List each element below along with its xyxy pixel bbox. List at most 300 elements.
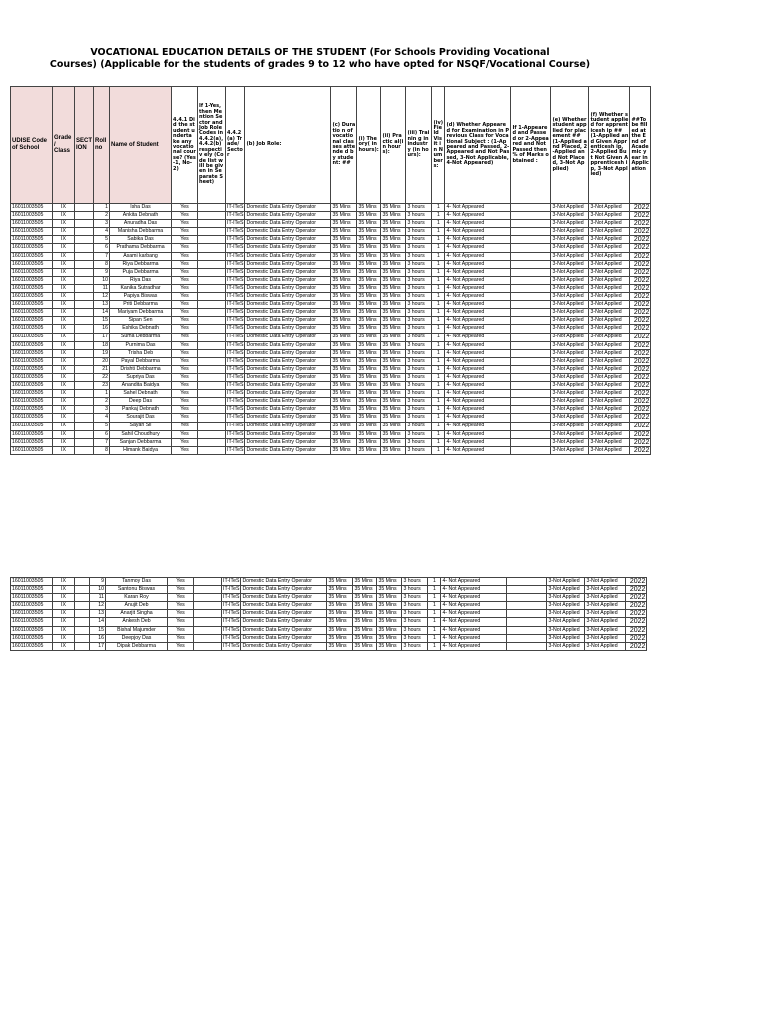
cell-exam: 4- Not Appeared: [441, 618, 507, 626]
cell-training: 3 hours: [406, 414, 432, 422]
cell-marks: [511, 414, 551, 422]
cell-placement: 3-Not Applied: [551, 212, 589, 220]
cell-grade: IX: [53, 594, 75, 602]
cell-name: Sipan Sen: [110, 317, 172, 325]
cell-training: 3 hours: [406, 422, 432, 430]
cell-practical: 35 Mins: [381, 236, 406, 244]
cell-sector-codes: [198, 284, 226, 292]
cell-grade: IX: [53, 276, 75, 284]
cell-duration: 35 Mins: [331, 301, 357, 309]
cell-marks: [511, 276, 551, 284]
cell-theory: 35 Mins: [353, 602, 377, 610]
cell-sector-codes: [198, 357, 226, 365]
cell-theory: 35 Mins: [357, 228, 381, 236]
cell-theory: 35 Mins: [357, 252, 381, 260]
table-row: [11, 438, 651, 446]
cell-grade: IX: [53, 414, 75, 422]
cell-grade: IX: [53, 610, 75, 618]
cell-section: [75, 398, 94, 406]
cell-marks: [511, 293, 551, 301]
cell-apprenticeship: 3-Not Applied: [589, 382, 630, 390]
cell-roll: 14: [90, 618, 106, 626]
cell-name: Sahil Choudhury: [110, 430, 172, 438]
cell-vocational-course: Yes: [172, 268, 198, 276]
cell-training: 3 hours: [406, 212, 432, 220]
cell-marks: [511, 236, 551, 244]
cell-section: [75, 252, 94, 260]
header-exam: (d) Whether Appeared for Examination in Previous Class for Vocational Subject : (1-Appeared and Passed, 2-Appeared and Not Passed, 3-Not Applicable, 4-Not Appeared): [445, 87, 511, 204]
title-line-1: VOCATIONAL EDUCATION DETAILS OF THE STUDENT (For Schools Providing Vocational: [90, 47, 550, 58]
table-row: [11, 204, 651, 212]
cell-theory: 35 Mins: [357, 430, 381, 438]
cell-field-visit: 1: [432, 204, 445, 212]
cell-grade: IX: [53, 642, 75, 650]
cell-theory: 35 Mins: [357, 382, 381, 390]
cell-duration: 35 Mins: [327, 618, 353, 626]
cell-apprenticeship: 3-Not Applied: [589, 446, 630, 454]
cell-trade-sector: IT-ITeS: [227, 228, 244, 235]
cell-placement: 3-Not Applied: [551, 204, 589, 212]
cell-job-role: Domestic Data Entry Operator: [245, 220, 331, 228]
cell-udise: 16011003505: [11, 260, 53, 268]
cell-sector-codes: [198, 301, 226, 309]
cell-udise: 16011003505: [11, 301, 53, 309]
header-grade: Grade / Class: [53, 87, 75, 204]
cell-roll: 18: [94, 341, 110, 349]
cell-apprenticeship: 3-Not Applied: [589, 252, 630, 260]
cell-trade-sector: IT-ITeS: [227, 309, 244, 316]
cell-training: 3 hours: [406, 228, 432, 236]
cell-year: 2022: [630, 220, 651, 228]
cell-practical: 35 Mins: [377, 602, 402, 610]
cell-theory: 35 Mins: [357, 204, 381, 212]
cell-sector-codes: [198, 414, 226, 422]
cell-year: 2022: [630, 390, 651, 398]
cell-name: Anuradha Das: [110, 220, 172, 228]
cell-practical: 35 Mins: [381, 301, 406, 309]
cell-practical: 35 Mins: [381, 293, 406, 301]
cell-field-visit: 1: [432, 268, 445, 276]
cell-marks: [511, 341, 551, 349]
cell-roll: 5: [94, 422, 110, 430]
cell-roll: 10: [90, 586, 106, 594]
table-row: [11, 325, 651, 333]
cell-vocational-course: Yes: [172, 325, 198, 333]
cell-grade: IX: [53, 634, 75, 642]
table-row: [11, 220, 651, 228]
cell-marks: [511, 228, 551, 236]
cell-exam: 4- Not Appeared: [445, 309, 511, 317]
cell-section: [75, 341, 94, 349]
cell-year: 2022: [626, 634, 647, 642]
cell-practical: 35 Mins: [381, 268, 406, 276]
cell-field-visit: 1: [432, 333, 445, 341]
cell-name: Payal Debbarma: [110, 357, 172, 365]
cell-placement: 3-Not Applied: [547, 618, 585, 626]
cell-sector-codes: [198, 430, 226, 438]
cell-apprenticeship: 3-Not Applied: [589, 236, 630, 244]
table-row: [11, 618, 647, 626]
cell-exam: 4- Not Appeared: [445, 212, 511, 220]
cell-section: [75, 373, 94, 381]
cell-practical: 35 Mins: [381, 260, 406, 268]
cell-job-role: Domestic Data Entry Operator: [245, 390, 331, 398]
cell-udise: 16011003505: [11, 204, 53, 212]
cell-exam: 4- Not Appeared: [445, 382, 511, 390]
cell-theory: 35 Mins: [353, 634, 377, 642]
cell-udise: 16011003505: [11, 586, 53, 594]
cell-exam: 4- Not Appeared: [445, 357, 511, 365]
cell-field-visit: 1: [428, 602, 441, 610]
header-udise: UDISE Code of School: [11, 87, 53, 204]
cell-apprenticeship: 3-Not Applied: [589, 333, 630, 341]
cell-duration: 35 Mins: [331, 365, 357, 373]
cell-sector-codes: [198, 204, 226, 212]
cell-udise: 16011003505: [11, 414, 53, 422]
cell-vocational-course: Yes: [172, 204, 198, 212]
cell-sector-codes: [194, 578, 222, 586]
cell-grade: IX: [53, 578, 75, 586]
cell-name: Ankita Debnath: [110, 212, 172, 220]
cell-training: 3 hours: [402, 602, 428, 610]
cell-vocational-course: Yes: [172, 373, 198, 381]
cell-field-visit: 1: [432, 228, 445, 236]
cell-duration: 35 Mins: [327, 626, 353, 634]
cell-grade: IX: [53, 349, 75, 357]
cell-section: [75, 204, 94, 212]
table-row: [11, 382, 651, 390]
cell-trade-sector: IT-ITeS: [227, 365, 244, 372]
cell-theory: 35 Mins: [357, 317, 381, 325]
cell-vocational-course: Yes: [168, 626, 194, 634]
cell-name: Anujit Deb: [106, 602, 168, 610]
table-row: [11, 398, 651, 406]
cell-job-role: Domestic Data Entry Operator: [241, 602, 327, 610]
cell-vocational-course: Yes: [172, 406, 198, 414]
table-row: [11, 349, 651, 357]
cell-section: [75, 325, 94, 333]
cell-trade-sector: IT-ITeS: [227, 341, 244, 348]
cell-training: 3 hours: [402, 610, 428, 618]
header-trade-sector: 4.4.2 (a) Trade/ Sector: [226, 87, 245, 204]
cell-section: [75, 594, 90, 602]
cell-roll: 20: [94, 357, 110, 365]
cell-placement: 3-Not Applied: [547, 610, 585, 618]
cell-training: 3 hours: [406, 398, 432, 406]
cell-theory: 35 Mins: [357, 438, 381, 446]
cell-exam: 4- Not Appeared: [441, 626, 507, 634]
cell-vocational-course: Yes: [172, 382, 198, 390]
cell-marks: [507, 594, 547, 602]
table-row: [11, 260, 651, 268]
cell-grade: IX: [53, 373, 75, 381]
cell-theory: 35 Mins: [353, 586, 377, 594]
cell-name: Papiya Biswas: [110, 293, 172, 301]
cell-name: Sayan Sil: [110, 422, 172, 430]
cell-grade: IX: [53, 398, 75, 406]
cell-marks: [511, 204, 551, 212]
cell-roll: 8: [94, 446, 110, 454]
cell-section: [75, 244, 94, 252]
cell-sector-codes: [198, 422, 226, 430]
student-table-page-2: [10, 577, 647, 651]
cell-udise: 16011003505: [11, 276, 53, 284]
cell-exam: 4- Not Appeared: [445, 365, 511, 373]
cell-grade: IX: [53, 301, 75, 309]
cell-training: 3 hours: [406, 244, 432, 252]
cell-year: 2022: [630, 333, 651, 341]
cell-trade-sector: IT-ITeS: [227, 244, 244, 251]
cell-trade-sector: IT-ITeS: [223, 618, 240, 625]
cell-section: [75, 301, 94, 309]
cell-name: Kanika Sutradhar: [110, 284, 172, 292]
cell-vocational-course: Yes: [168, 578, 194, 586]
cell-apprenticeship: 3-Not Applied: [585, 626, 626, 634]
header-practical: (ii) Practic al(in hours):: [381, 87, 406, 204]
cell-section: [75, 293, 94, 301]
cell-practical: 35 Mins: [377, 634, 402, 642]
cell-year: 2022: [626, 642, 647, 650]
cell-job-role: Domestic Data Entry Operator: [245, 373, 331, 381]
cell-theory: 35 Mins: [357, 390, 381, 398]
cell-training: 3 hours: [406, 390, 432, 398]
cell-sector-codes: [198, 341, 226, 349]
cell-theory: 35 Mins: [357, 414, 381, 422]
cell-apprenticeship: 3-Not Applied: [589, 373, 630, 381]
cell-job-role: Domestic Data Entry Operator: [245, 406, 331, 414]
cell-section: [75, 446, 94, 454]
cell-roll: 13: [90, 610, 106, 618]
cell-practical: 35 Mins: [381, 446, 406, 454]
cell-field-visit: 1: [432, 398, 445, 406]
cell-apprenticeship: 3-Not Applied: [585, 634, 626, 642]
cell-practical: 35 Mins: [381, 276, 406, 284]
cell-exam: 4- Not Appeared: [445, 293, 511, 301]
cell-section: [75, 276, 94, 284]
cell-exam: 4- Not Appeared: [445, 284, 511, 292]
cell-placement: 3-Not Applied: [551, 349, 589, 357]
cell-placement: 3-Not Applied: [551, 236, 589, 244]
cell-apprenticeship: 3-Not Applied: [589, 365, 630, 373]
cell-field-visit: 1: [428, 642, 441, 650]
cell-udise: 16011003505: [11, 382, 53, 390]
cell-sector-codes: [198, 398, 226, 406]
cell-practical: 35 Mins: [381, 357, 406, 365]
cell-duration: 35 Mins: [331, 252, 357, 260]
cell-vocational-course: Yes: [172, 220, 198, 228]
cell-name: Puja Debbarma: [110, 268, 172, 276]
table-row: [11, 317, 651, 325]
cell-practical: 35 Mins: [381, 212, 406, 220]
cell-udise: 16011003505: [11, 406, 53, 414]
cell-name: Sanjan Debbarma: [110, 438, 172, 446]
cell-field-visit: 1: [428, 594, 441, 602]
cell-name: Trisha Deb: [110, 349, 172, 357]
cell-trade-sector: IT-ITeS: [227, 406, 244, 413]
table-row: [11, 236, 651, 244]
cell-exam: 4- Not Appeared: [441, 594, 507, 602]
cell-udise: 16011003505: [11, 634, 53, 642]
cell-vocational-course: Yes: [172, 414, 198, 422]
cell-exam: 4- Not Appeared: [441, 586, 507, 594]
cell-sector-codes: [198, 373, 226, 381]
cell-vocational-course: Yes: [172, 252, 198, 260]
cell-trade-sector: IT-ITeS: [223, 602, 240, 609]
cell-training: 3 hours: [406, 309, 432, 317]
cell-exam: 4- Not Appeared: [445, 373, 511, 381]
cell-name: Priti Debbarma: [110, 301, 172, 309]
cell-name: Santonu Biswas: [106, 586, 168, 594]
cell-name: Riya Das: [110, 276, 172, 284]
cell-grade: IX: [53, 333, 75, 341]
cell-placement: 3-Not Applied: [551, 430, 589, 438]
cell-field-visit: 1: [428, 610, 441, 618]
cell-year: 2022: [630, 236, 651, 244]
cell-theory: 35 Mins: [357, 341, 381, 349]
cell-vocational-course: Yes: [172, 349, 198, 357]
cell-duration: 35 Mins: [331, 422, 357, 430]
cell-marks: [511, 268, 551, 276]
cell-duration: 35 Mins: [331, 212, 357, 220]
cell-year: 2022: [630, 293, 651, 301]
cell-apprenticeship: 3-Not Applied: [589, 325, 630, 333]
table-row: [11, 341, 651, 349]
header-duration: (c) Duratio n of vocatio nal classes attende d by student: ##: [331, 87, 357, 204]
cell-duration: 35 Mins: [331, 244, 357, 252]
cell-year: 2022: [630, 373, 651, 381]
cell-exam: 4- Not Appeared: [445, 236, 511, 244]
cell-section: [75, 220, 94, 228]
cell-practical: 35 Mins: [381, 365, 406, 373]
header-placement: (e) Whether student applied for placement ## (1-Applied and Placed, 2-Applied and Not Placed, 3-Not Applied): [551, 87, 589, 204]
table-row: [11, 586, 647, 594]
cell-duration: 35 Mins: [327, 642, 353, 650]
header-year: ##To be filled at the End of Academic year in Application: [630, 87, 651, 204]
cell-exam: 4- Not Appeared: [445, 220, 511, 228]
cell-apprenticeship: 3-Not Applied: [589, 438, 630, 446]
cell-trade-sector: IT-ITeS: [227, 446, 244, 453]
header-row: [11, 87, 651, 204]
cell-practical: 35 Mins: [381, 438, 406, 446]
cell-year: 2022: [630, 430, 651, 438]
cell-marks: [511, 325, 551, 333]
cell-exam: 4- Not Appeared: [445, 325, 511, 333]
cell-training: 3 hours: [402, 586, 428, 594]
cell-marks: [507, 578, 547, 586]
cell-training: 3 hours: [406, 293, 432, 301]
cell-grade: IX: [53, 602, 75, 610]
cell-section: [75, 284, 94, 292]
cell-duration: 35 Mins: [327, 586, 353, 594]
cell-training: 3 hours: [402, 618, 428, 626]
cell-duration: 35 Mins: [331, 382, 357, 390]
cell-roll: 12: [90, 602, 106, 610]
cell-udise: 16011003505: [11, 228, 53, 236]
cell-duration: 35 Mins: [331, 260, 357, 268]
cell-field-visit: 1: [432, 301, 445, 309]
cell-year: 2022: [630, 244, 651, 252]
cell-practical: 35 Mins: [377, 642, 402, 650]
cell-theory: 35 Mins: [357, 349, 381, 357]
cell-exam: 4- Not Appeared: [441, 578, 507, 586]
cell-training: 3 hours: [406, 438, 432, 446]
cell-placement: 3-Not Applied: [551, 252, 589, 260]
cell-marks: [511, 333, 551, 341]
cell-training: 3 hours: [406, 317, 432, 325]
cell-field-visit: 1: [432, 276, 445, 284]
cell-placement: 3-Not Applied: [551, 341, 589, 349]
cell-marks: [511, 284, 551, 292]
cell-duration: 35 Mins: [331, 446, 357, 454]
cell-apprenticeship: 3-Not Applied: [589, 341, 630, 349]
cell-name: Eshika Debnath: [110, 325, 172, 333]
table-row: [11, 284, 651, 292]
cell-year: 2022: [630, 406, 651, 414]
table-row: [11, 268, 651, 276]
cell-placement: 3-Not Applied: [551, 398, 589, 406]
cell-roll: 8: [94, 260, 110, 268]
cell-grade: IX: [53, 325, 75, 333]
cell-practical: 35 Mins: [381, 398, 406, 406]
cell-udise: 16011003505: [11, 618, 53, 626]
cell-name: Karan Roy: [106, 594, 168, 602]
cell-placement: 3-Not Applied: [551, 220, 589, 228]
cell-udise: 16011003505: [11, 317, 53, 325]
cell-placement: 3-Not Applied: [547, 634, 585, 642]
cell-apprenticeship: 3-Not Applied: [589, 293, 630, 301]
cell-placement: 3-Not Applied: [551, 284, 589, 292]
cell-placement: 3-Not Applied: [551, 373, 589, 381]
cell-field-visit: 1: [432, 414, 445, 422]
cell-exam: 4- Not Appeared: [445, 406, 511, 414]
cell-udise: 16011003505: [11, 244, 53, 252]
cell-udise: 16011003505: [11, 642, 53, 650]
cell-training: 3 hours: [406, 333, 432, 341]
header-theory: (i) Theory( in hours):: [357, 87, 381, 204]
cell-marks: [511, 220, 551, 228]
cell-sector-codes: [198, 244, 226, 252]
cell-job-role: Domestic Data Entry Operator: [245, 301, 331, 309]
cell-marks: [511, 422, 551, 430]
cell-year: 2022: [626, 618, 647, 626]
cell-field-visit: 1: [432, 406, 445, 414]
cell-exam: 4- Not Appeared: [441, 610, 507, 618]
cell-training: 3 hours: [402, 578, 428, 586]
cell-sector-codes: [198, 260, 226, 268]
cell-practical: 35 Mins: [381, 325, 406, 333]
cell-placement: 3-Not Applied: [547, 642, 585, 650]
cell-marks: [511, 349, 551, 357]
cell-vocational-course: Yes: [172, 228, 198, 236]
cell-udise: 16011003505: [11, 252, 53, 260]
cell-placement: 3-Not Applied: [551, 390, 589, 398]
cell-year: 2022: [630, 260, 651, 268]
cell-year: 2022: [630, 301, 651, 309]
cell-trade-sector: IT-ITeS: [227, 414, 244, 421]
cell-field-visit: 1: [432, 341, 445, 349]
cell-apprenticeship: 3-Not Applied: [589, 357, 630, 365]
cell-job-role: Domestic Data Entry Operator: [245, 260, 331, 268]
cell-section: [75, 349, 94, 357]
cell-apprenticeship: 3-Not Applied: [589, 406, 630, 414]
cell-trade-sector: IT-ITeS: [227, 438, 244, 445]
cell-field-visit: 1: [432, 390, 445, 398]
cell-year: 2022: [630, 414, 651, 422]
table-row: [11, 276, 651, 284]
cell-field-visit: 1: [428, 586, 441, 594]
cell-job-role: Domestic Data Entry Operator: [245, 349, 331, 357]
cell-practical: 35 Mins: [381, 244, 406, 252]
